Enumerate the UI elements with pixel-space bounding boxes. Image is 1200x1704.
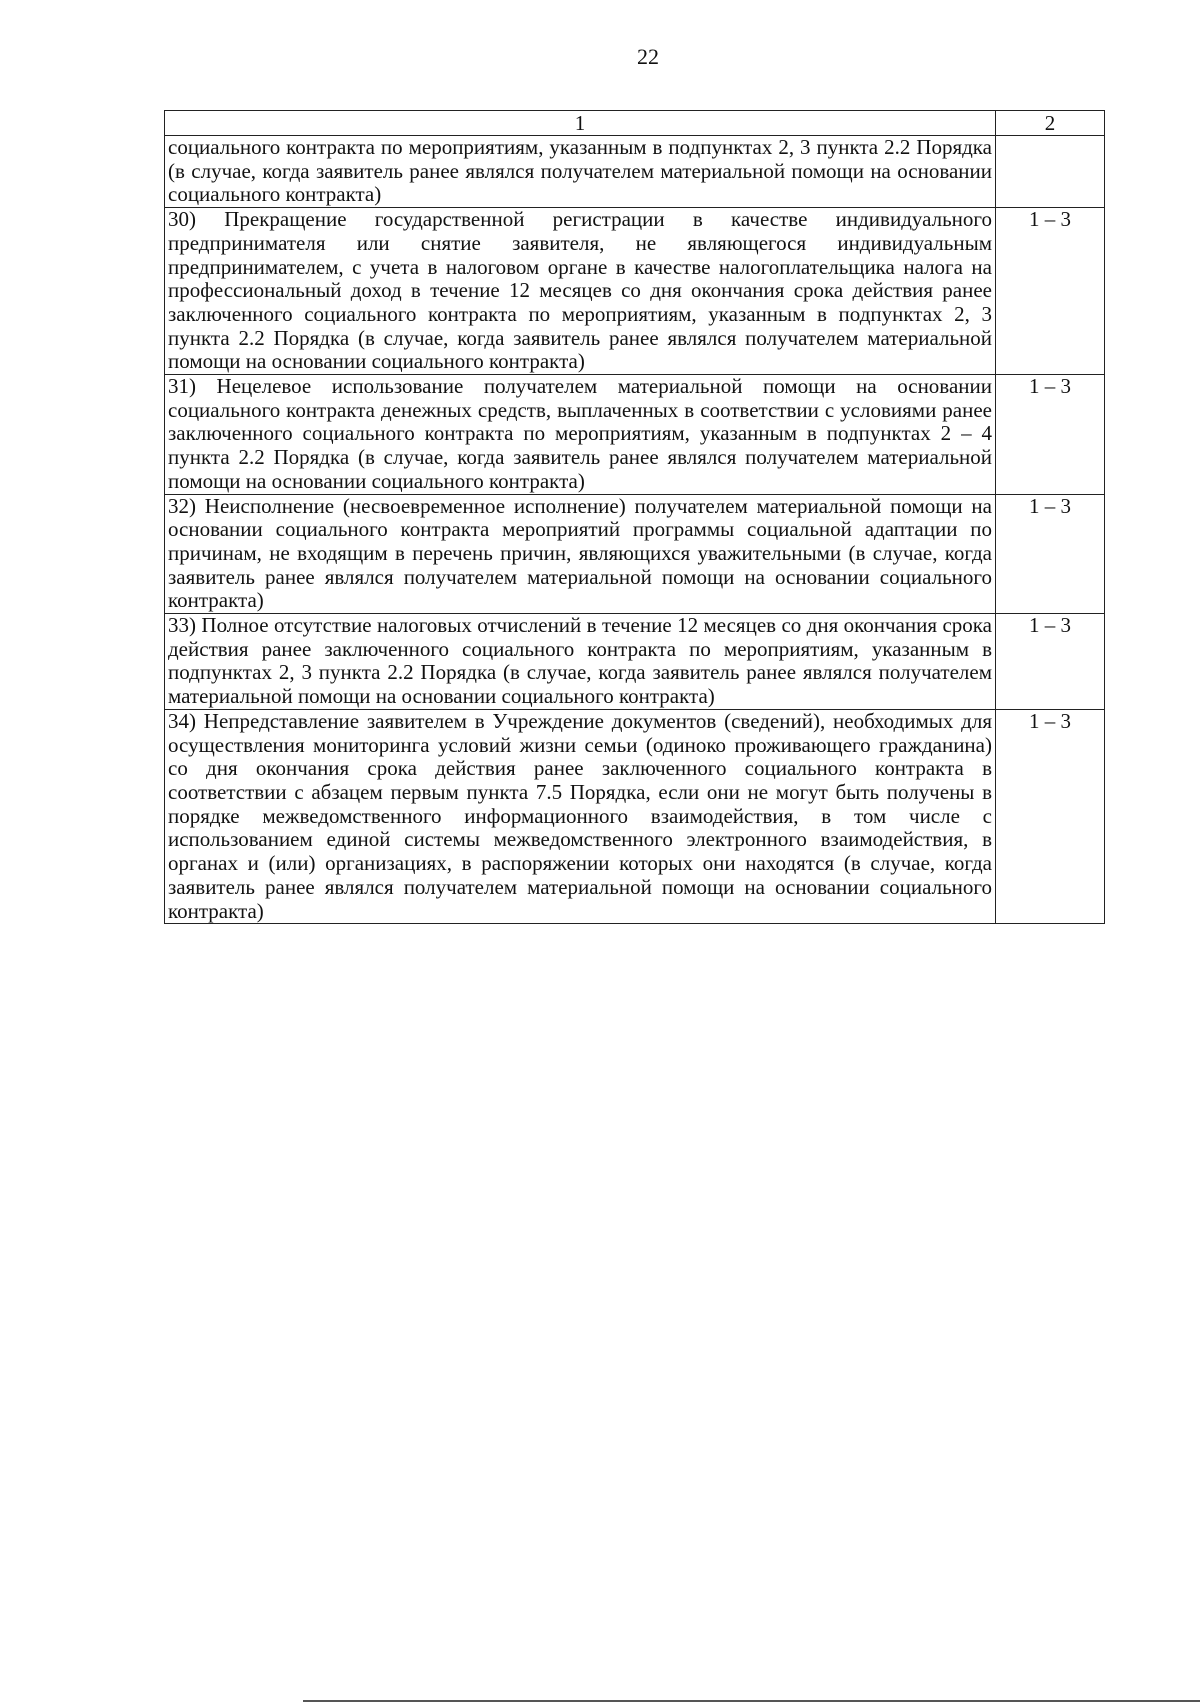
row-code: 1 – 3 <box>996 375 1105 495</box>
table-row <box>165 614 1105 710</box>
row-code: 1 – 3 <box>996 614 1105 710</box>
row-text: социального контракта по мероприятиям, указанным в подпунктах 2, 3 пункта 2.2 Порядка (в случае, когда заявитель ранее являлся получателем материальной помощи на основании социального контракта) <box>165 136 996 208</box>
row-text: 32) Неисполнение (несвоевременное исполнение) получателем материальной помощи на основании социального контракта мероприятий программы социальной адаптации по причинам, не входящим в перечень причин, являющихся уважительными (в случае, когда заявитель ранее являлся получателем материальной помощи на основании социального контракта) <box>165 494 996 614</box>
row-code: 1 – 3 <box>996 709 1105 923</box>
row-text: 30) Прекращение государственной регистрации в качестве индивидуального предпринимателя или снятие заявителя, не являющегося индивидуальным предпринимателем, с учета в налоговом органе в качестве налогоплательщика налога на профессиональный доход в течение 12 месяцев со дня окончания срока действия ранее заключенного социального контракта по мероприятиям, указанным в подпунктах 2, 3 пункта 2.2 Порядка (в случае, когда заявитель ранее являлся получателем материальной помощи на основании социального контракта) <box>165 208 996 375</box>
column-header-2: 2 <box>996 111 1105 136</box>
column-header-1: 1 <box>165 111 996 136</box>
document-table <box>164 110 1105 924</box>
row-text: 31) Нецелевое использование получателем материальной помощи на основании социального контракта денежных средств, выплаченных в соответствии с условиями ранее заключенного социального контракта по мероприятиям, указанным в подпунктах 2 – 4 пункта 2.2 Порядка (в случае, когда заявитель ранее являлся получателем материальной помощи на основании социального контракта) <box>165 375 996 495</box>
table-row <box>165 375 1105 495</box>
row-code <box>996 136 1105 208</box>
table-row <box>165 709 1105 923</box>
page-number: 22 <box>637 44 659 69</box>
row-code: 1 – 3 <box>996 208 1105 375</box>
row-text: 33) Полное отсутствие налоговых отчислений в течение 12 месяцев со дня окончания срока действия ранее заключенного социального контракта по мероприятиям, указанным в подпунктах 2, 3 пункта 2.2 Порядка (в случае, когда заявитель ранее являлся получателем материальной помощи на основании социального контракта) <box>165 614 996 710</box>
table-row <box>165 208 1105 375</box>
table-header-row <box>165 111 1105 136</box>
row-text: 34) Непредставление заявителем в Учреждение документов (сведений), необходимых для осуществления мониторинга условий жизни семьи (одиноко проживающего гражданина) со дня окончания срока действия ранее заключенного социального контракта в соответствии с абзацем первым пункта 7.5 Порядка, если они не могут быть получены в порядке межведомственного информационного взаимодействия, в том числе с использованием единой системы межведомственного электронного взаимодействия, в органах и (или) организациях, в распоряжении которых они находятся (в случае, когда заявитель ранее являлся получателем материальной помощи на основании социального контракта) <box>165 709 996 923</box>
table-row <box>165 494 1105 614</box>
row-code: 1 – 3 <box>996 494 1105 614</box>
bottom-divider <box>303 1700 1200 1702</box>
table-row <box>165 136 1105 208</box>
